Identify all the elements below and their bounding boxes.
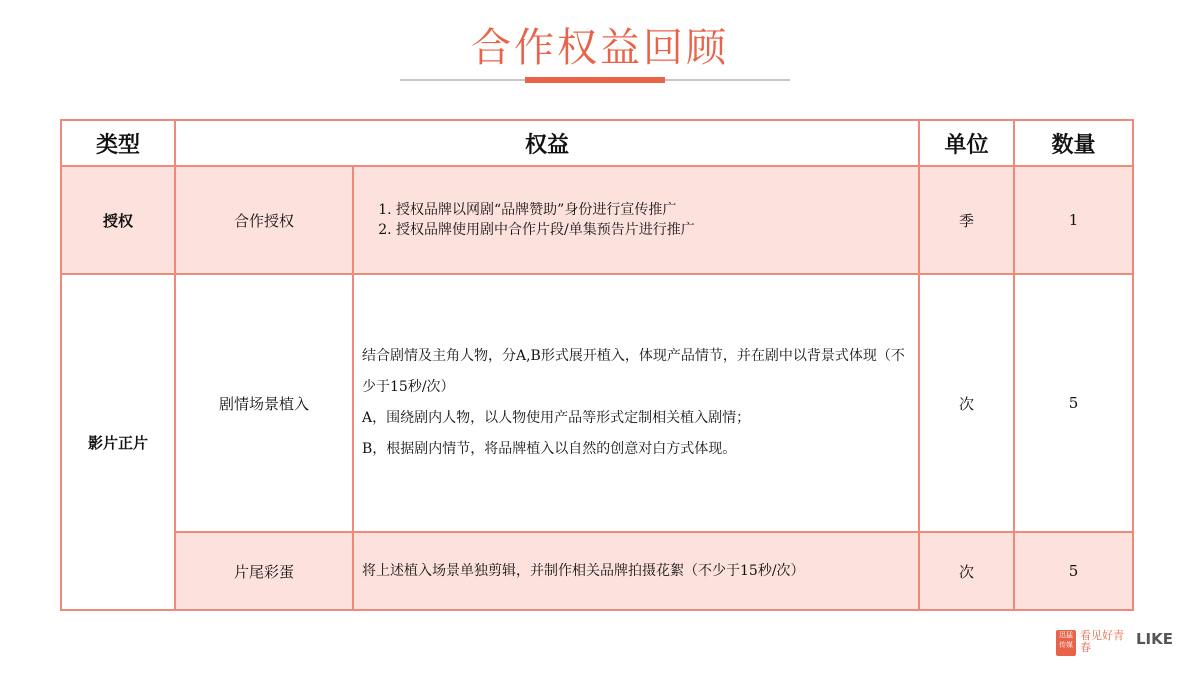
scene-paragraph: 结合剧情及主角人物，分A,B形式展开植入，体现产品情节，并在剧中以背景式体现（不少于15秒/次） bbox=[362, 348, 905, 395]
item-egg: 片尾彩蛋 bbox=[175, 532, 353, 610]
list-item: 2. 授权品牌使用剧中合作片段/单集预告片进行推广 bbox=[396, 220, 912, 240]
brand-logo-a bbox=[1056, 630, 1076, 656]
unit-scene: 次 bbox=[919, 274, 1014, 532]
qty-auth: 1 bbox=[1014, 166, 1133, 274]
brand-logo-c: LIKE bbox=[1136, 630, 1174, 648]
title-accent-bar bbox=[525, 77, 665, 83]
benefit-scene bbox=[353, 274, 919, 532]
unit-egg: 次 bbox=[919, 532, 1014, 610]
unit-auth: 季 bbox=[919, 166, 1014, 274]
header-unit: 单位 bbox=[919, 120, 1014, 166]
header-type: 类型 bbox=[61, 120, 175, 166]
qty-scene: 5 bbox=[1014, 274, 1133, 532]
brand-logo-a-text: 迅猛传媒 bbox=[1059, 631, 1073, 649]
header-benefit: 权益 bbox=[175, 120, 919, 166]
benefit-egg: 将上述植入场景单独剪辑，并制作相关品牌拍摄花絮（不少于15秒/次） bbox=[353, 532, 919, 610]
scene-paragraph: A，围绕剧内人物，以人物使用产品等形式定制相关植入剧情； bbox=[362, 410, 751, 426]
item-auth: 合作授权 bbox=[175, 166, 353, 274]
benefit-auth-list bbox=[362, 200, 912, 240]
table-header-row bbox=[61, 120, 1133, 166]
category-film: 影片正片 bbox=[61, 274, 175, 610]
header-qty: 数量 bbox=[1014, 120, 1133, 166]
table-row bbox=[61, 166, 1133, 274]
table-row bbox=[61, 274, 1133, 532]
item-scene: 剧情场景植入 bbox=[175, 274, 353, 532]
table-row bbox=[61, 532, 1133, 610]
category-auth: 授权 bbox=[61, 166, 175, 274]
qty-egg: 5 bbox=[1014, 532, 1133, 610]
benefits-table bbox=[60, 119, 1134, 611]
list-item: 1. 授权品牌以网剧“品牌赞助”身份进行宣传推广 bbox=[396, 200, 912, 220]
brand-logo-b: 看见好青春 bbox=[1080, 629, 1124, 654]
scene-paragraph: B，根据剧内情节，将品牌植入以自然的创意对白方式体现。 bbox=[362, 441, 737, 457]
benefit-auth bbox=[353, 166, 919, 274]
page-title: 合作权益回顾 bbox=[471, 25, 729, 71]
